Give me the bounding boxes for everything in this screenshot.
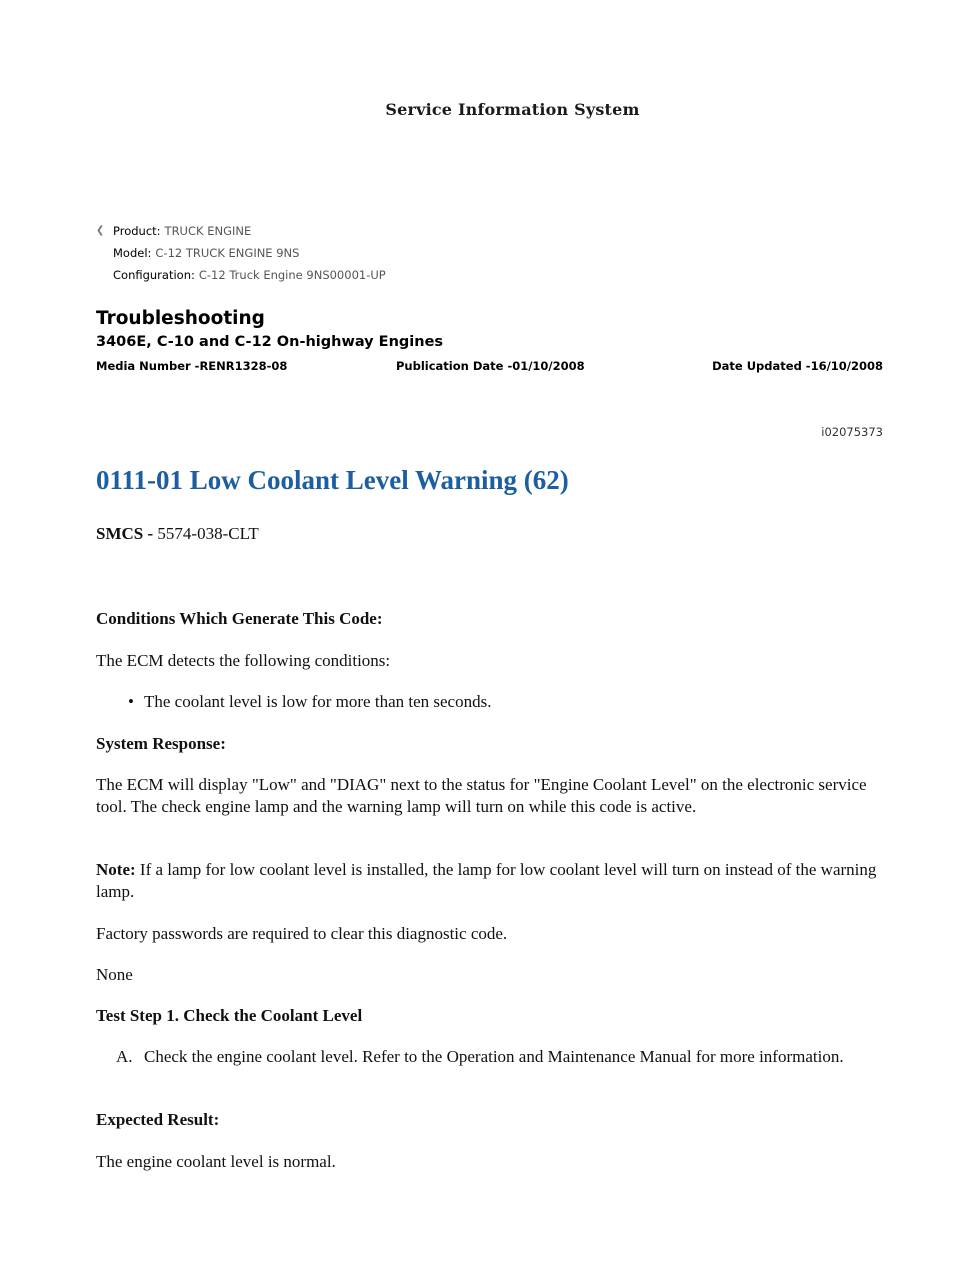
smcs-line (96, 523, 886, 545)
step-text: Check the engine coolant level. Refer to the Operation and Maintenance Manual for more information. (144, 1047, 844, 1066)
document-title: Troubleshooting (96, 308, 265, 329)
model-value: C-12 TRUCK ENGINE 9NS (155, 246, 300, 260)
product-value: TRUCK ENGINE (164, 224, 252, 238)
configuration-label: Configuration: (113, 268, 195, 282)
passwords-text: Factory passwords are required to clear this diagnostic code. (96, 924, 508, 943)
step-marker: A. (116, 1047, 133, 1066)
chevron-left-icon[interactable]: ❮ (96, 225, 105, 236)
list-item (128, 691, 828, 713)
product-label: Product: (113, 224, 161, 238)
configuration-row (96, 268, 386, 290)
system-response-text: The ECM will display "Low" and "DIAG" next to the status for "Engine Coolant Level" on the electronic service tool. The check engine lamp and the warning lamp will turn on while this code is active. (96, 775, 867, 816)
page-title: 0111-01 Low Coolant Level Warning (62) (96, 465, 569, 495)
expected-result-text: The engine coolant level is normal. (96, 1152, 336, 1171)
smcs-value: 5574-038-CLT (157, 524, 259, 543)
note-paragraph (96, 859, 886, 903)
model-label: Model: (113, 246, 152, 260)
none-text: None (96, 965, 133, 984)
list-item-text: The coolant level is low for more than ten seconds. (144, 692, 492, 711)
media-number: Media Number -RENR1328-08 (96, 359, 288, 373)
product-meta (96, 224, 386, 290)
conditions-heading: Conditions Which Generate This Code: (96, 609, 383, 628)
model-row (96, 246, 386, 268)
system-response-heading: System Response: (96, 734, 226, 753)
document-id: i02075373 (821, 425, 883, 439)
conditions-intro: The ECM detects the following conditions: (96, 651, 391, 670)
document-subtitle: 3406E, C-10 and C-12 On-highway Engines (96, 334, 444, 350)
test-step-heading: Test Step 1. Check the Coolant Level (96, 1006, 363, 1025)
bullet-marker: • (128, 692, 134, 711)
note-text: If a lamp for low coolant level is installed, the lamp for low coolant level will turn on instead of the warning lamp. (96, 860, 877, 901)
system-title: Service Information System (385, 100, 640, 119)
date-updated: Date Updated -16/10/2008 (712, 359, 883, 373)
publication-date: Publication Date -01/10/2008 (396, 359, 585, 373)
note-label: Note: (96, 860, 136, 879)
smcs-label: SMCS - (96, 524, 154, 543)
expected-result-heading: Expected Result: (96, 1110, 220, 1129)
configuration-value: C-12 Truck Engine 9NS00001-UP (198, 268, 386, 282)
product-row (96, 224, 386, 246)
